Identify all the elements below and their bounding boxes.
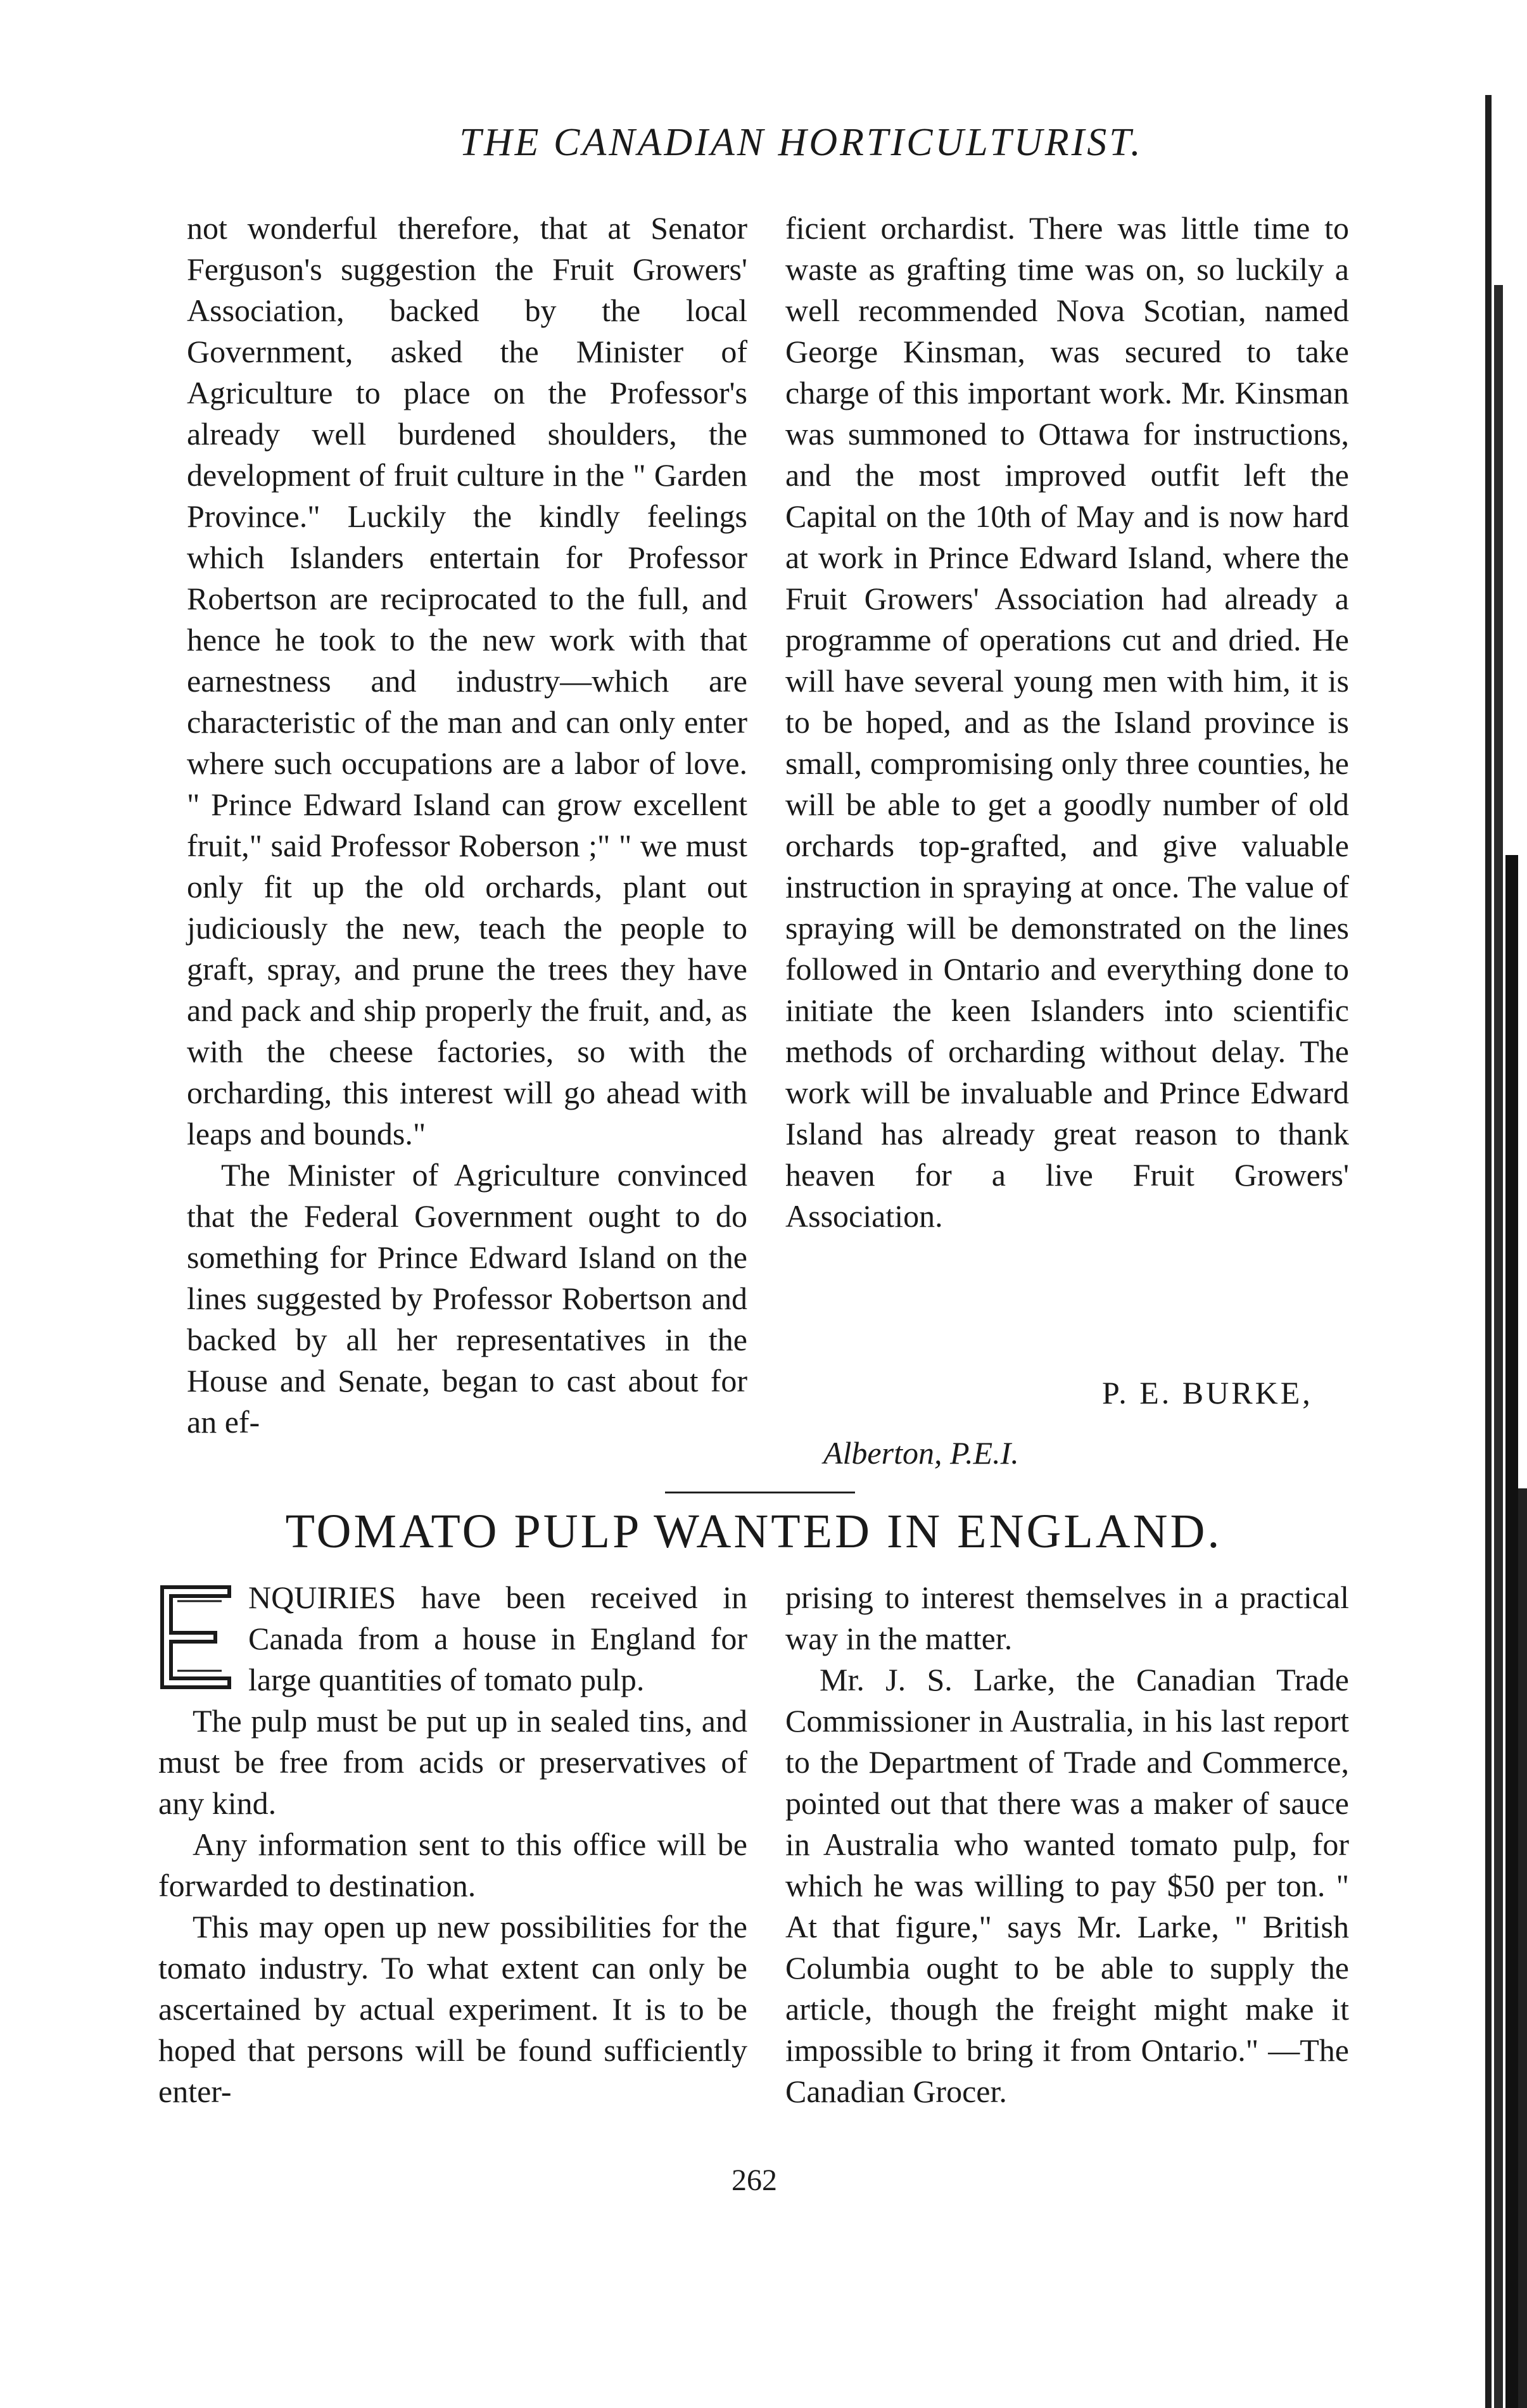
paragraph: not wonderful therefore, that at Senator Ferguson's suggestion the Fruit Growers' Association, backed by the local Government, asked the Minister of Agriculture to place on the Professor's already well burdened shoulders, the development of fruit culture in the " Garden Province." Luckily the kindly feelings which Islanders entertain for Professor Robertson are reciprocated to the full, and hence he took to the new work with that earnestness and industry—which are characteristic of the man and can only enter where such occupations are a labor of love. " Prince Edward Island can grow excellent fruit," said Professor Roberson ;" " we must only fit up the old orchards, plant out judiciously the new, teach the people to graft, spray, and prune the trees they have and pack and ship properly the fruit, and, as with the cheese factories, so with the orcharding, this interest will go ahead with leaps and bounds." — [187, 210, 747, 1151]
author-location: Alberton, P.E.I. — [823, 1435, 1019, 1471]
paragraph: Any information sent to this office will be forwarded to destination. — [158, 1827, 747, 1903]
tomato-article-left-column — [158, 1577, 747, 2112]
author-signature: P. E. BURKE, — [1102, 1375, 1313, 1410]
paragraph: The pulp must be put up in sealed tins, and must be free from acids or preservatives of any kind. — [158, 1703, 747, 1821]
page-number: 262 — [732, 2164, 777, 2197]
article-title: TOMATO PULP WANTED IN ENGLAND. — [285, 1505, 1222, 1558]
paragraph: NQUIRIES have been received in Canada from a house in England for large quantities of tomato pulp. — [248, 1580, 747, 1697]
dropcap-letter — [158, 1582, 234, 1693]
top-article-right-column — [785, 208, 1349, 1237]
top-article-left-column — [187, 208, 747, 1443]
paragraph: This may open up new possibilities for the tomato industry. To what extent can only be ascertained by actual experiment. It is to be hoped that persons will be found sufficiently enter- — [158, 1909, 747, 2109]
paragraph: ficient orchardist. There was little time to waste as grafting time was on, so luckily a well recommended Nova Scotian, named George Kinsman, was secured to take charge of this important work. Mr. Kinsman was summoned to Ottawa for instructions, and the most improved outfit left the Capital on the 10th of May and is now hard at work in Prince Edward Island, where the Fruit Growers' Association had already a programme of operations cut and dried. He will have several young men with him, it is to be hoped, and as the Island province is small, compromising only three counties, he will be able to get a goodly number of old orchards top-grafted, and give valuable instruction in spraying at once. The value of spraying will be demonstrated on the lines followed in Ontario and everything done to initiate the keen Islanders into scientific methods of orcharding without delay. The work will be invaluable and Prince Edward Island has already great reason to thank heaven for a live Fruit Growers' Association. — [785, 210, 1349, 1234]
running-title: THE CANADIAN HORTICULTURIST. — [459, 121, 1143, 164]
paragraph: prising to interest themselves in a practical way in the matter. — [785, 1580, 1349, 1656]
paragraph: Mr. J. S. Larke, the Canadian Trade Commissioner in Australia, in his last report to the Department of Trade and Commerce, pointed out that there was a maker of sauce in Australia who wanted tomato pulp, for which he was willing to pay $50 per ton. " At that figure," says Mr. Larke, " British Columbia ought to be able to supply the article, though the freight might make it impossible to bring it from Ontario." —The Canadian Grocer. — [785, 1662, 1349, 2109]
paragraph: The Minister of Agriculture convinced that the Federal Government ought to do something for Prince Edward Island on the lines suggested by Professor Robertson and backed by all her representatives in the House and Senate, began to cast about for an ef- — [187, 1157, 747, 1440]
tomato-article-right-column — [785, 1577, 1349, 2112]
section-divider — [665, 1492, 855, 1493]
scan-edge-artifact — [1473, 95, 1527, 2408]
